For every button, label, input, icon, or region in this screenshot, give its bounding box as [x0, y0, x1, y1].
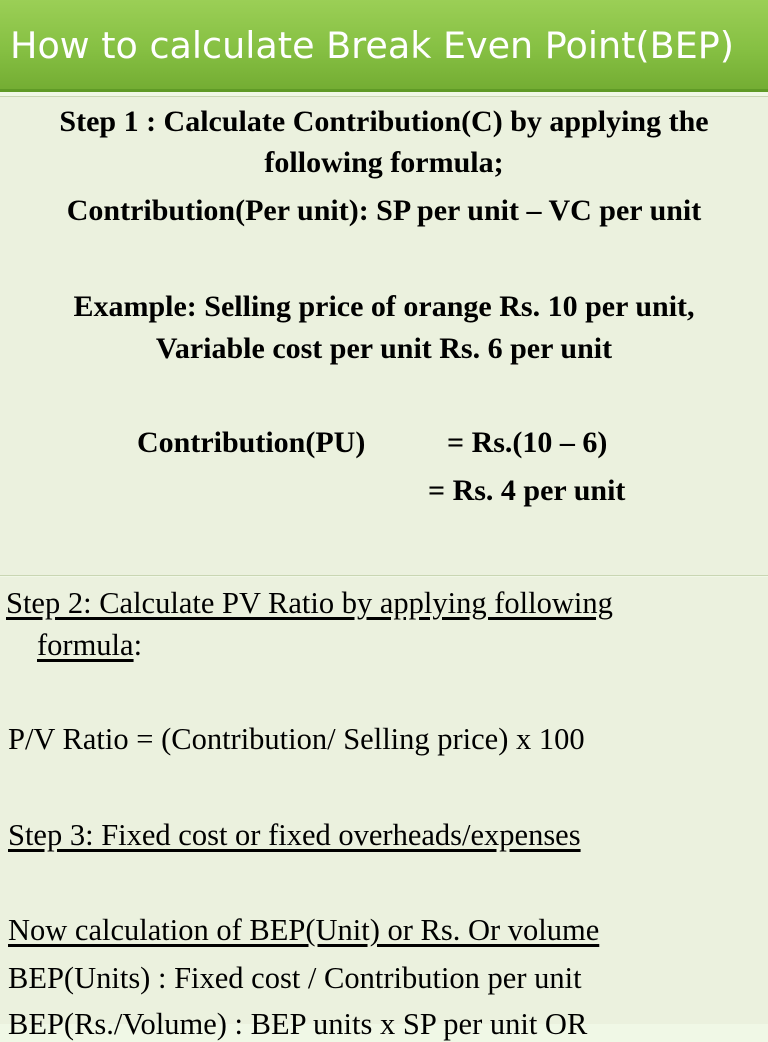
step2-heading-line2 — [37, 628, 142, 663]
slide-header — [0, 0, 768, 92]
formula-colon: : — [133, 628, 143, 662]
bep-units-formula: BEP(Units) : Fixed cost / Contribution per unit — [8, 961, 582, 995]
step3-heading: Step 3: Fixed cost or fixed overheads/expenses — [8, 818, 581, 852]
calc-label: Contribution(PU) — [137, 426, 366, 459]
calc-equation-2: = Rs. 4 per unit — [428, 474, 626, 507]
calc-equation-1: = Rs.(10 – 6) — [447, 426, 608, 459]
formula-word: formula — [37, 628, 134, 662]
slide-title: How to calculate Break Even Point(BEP) — [10, 24, 735, 67]
step2-heading-line1: Step 2: Calculate PV Ratio by applying following — [6, 586, 613, 620]
step1-heading-line1: Step 1 : Calculate Contribution(C) by applying the — [59, 105, 709, 138]
example-line2: Variable cost per unit Rs. 6 per unit — [155, 332, 613, 365]
step1-heading-line2: following formula; — [264, 146, 504, 179]
example-line1: Example: Selling price of orange Rs. 10 per unit, — [73, 290, 695, 323]
bep-rs-formula: BEP(Rs./Volume) : BEP units x SP per unit OR — [8, 1007, 588, 1041]
step2-box — [0, 577, 768, 1041]
bep-heading: Now calculation of BEP(Unit) or Rs. Or volume — [8, 913, 600, 947]
pv-ratio-formula: P/V Ratio = (Contribution/ Selling price) x 100 — [8, 722, 585, 756]
step1-box — [0, 96, 768, 576]
contribution-formula: Contribution(Per unit): SP per unit – VC per unit — [66, 194, 702, 227]
